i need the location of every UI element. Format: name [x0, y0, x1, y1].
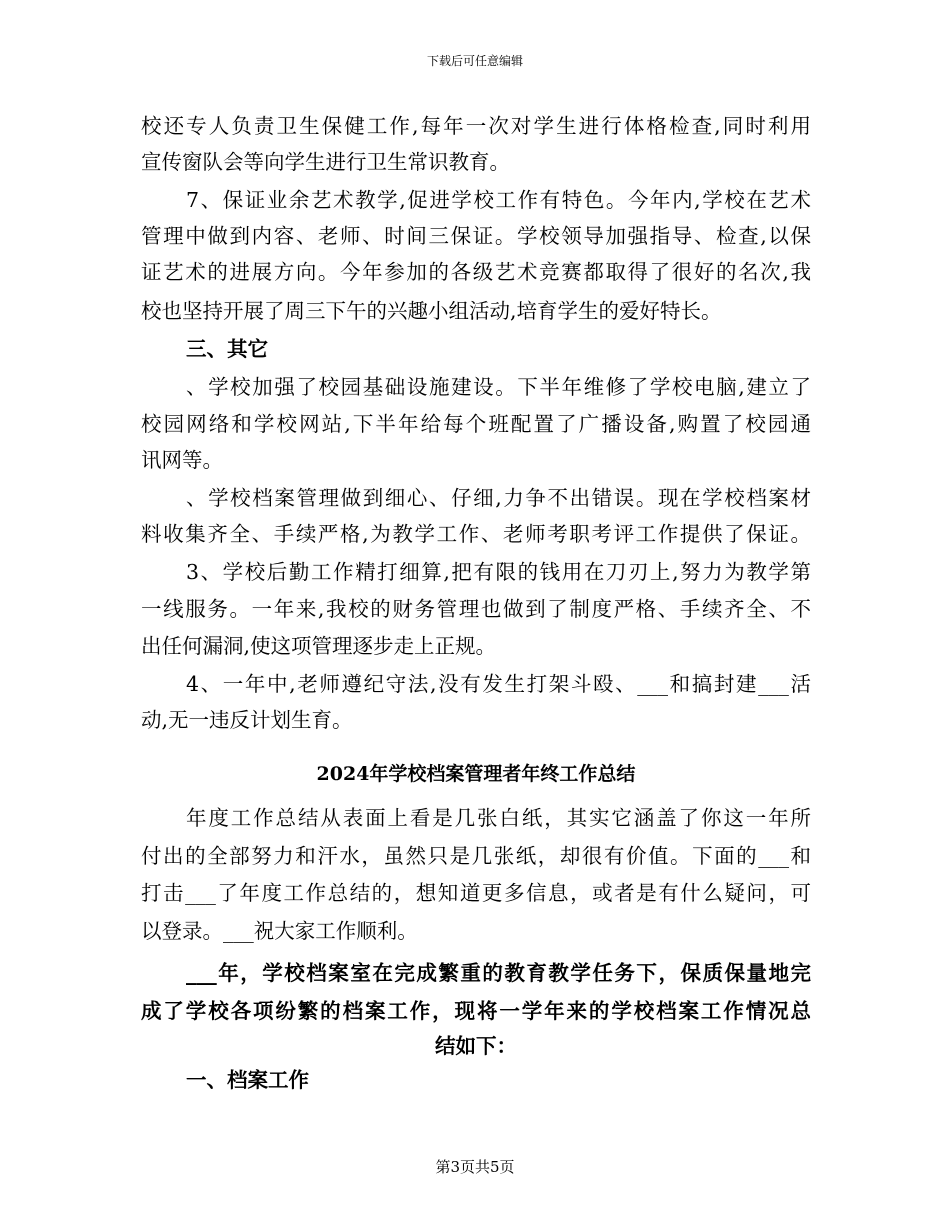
- paragraph-8-line-1: ___年，学校档案室在完成繁重的教育教学任务下，保质保量地完: [186, 961, 811, 985]
- paragraph-3-line-3: 讯网等。: [141, 448, 223, 472]
- page-number: 第3页共5页: [435, 1158, 515, 1176]
- page-header-note: 下载后可任意编辑: [426, 54, 523, 68]
- paragraph-7-line-3: 打击___了年度工作总结的，想知道更多信息，或者是有什么疑问，可: [141, 881, 811, 905]
- paragraph-1-line-1: 校还专人负责卫生保健工作,每年一次对学生进行体格检查,同时利用: [141, 114, 811, 138]
- paragraph-4-line-1: 、学校档案管理做到细心、仔细,力争不出错误。现在学校档案材: [186, 486, 811, 510]
- paragraph-6-line-1: 4、一年中,老师遵纪守法,没有发生打架斗殴、___和搞封建___活: [186, 672, 811, 696]
- paragraph-2-line-3: 证艺术的进展方向。今年参加的各级艺术竞赛都取得了很好的名次,我: [141, 260, 811, 284]
- section-3-heading: 三、其它: [186, 337, 268, 361]
- paragraph-3-line-2: 校园网络和学校网站,下半年给每个班配置了广播设备,购置了校园通: [141, 412, 811, 436]
- paragraph-8-line-2: 成了学校各项纷繁的档案工作，现将一学年来的学校档案工作情况总: [141, 999, 811, 1023]
- paragraph-4-line-2: 料收集齐全、手续严格,为教学工作、老师考职考评工作提供了保证。: [141, 522, 811, 546]
- paragraph-1-line-2: 宣传窗队会等向学生进行卫生常识教育。: [141, 150, 510, 174]
- paragraph-3-line-1: 、学校加强了校园基础设施建设。下半年维修了学校电脑,建立了: [186, 375, 811, 399]
- paragraph-2-line-2: 管理中做到内容、老师、时间三保证。学校领导加强指导、检查,以保: [141, 224, 811, 248]
- paragraph-5-line-3: 出任何漏洞,使这项管理逐步走上正规。: [141, 634, 497, 658]
- paragraph-7-line-1: 年度工作总结从表面上看是几张白纸，其实它涵盖了你这一年所: [186, 806, 811, 830]
- paragraph-7-line-4: 以登录。___祝大家工作顺利。: [141, 919, 418, 943]
- article-title: 2024年学校档案管理者年终工作总结: [316, 763, 636, 785]
- paragraph-2-line-1: 7、保证业余艺术教学,促进学校工作有特色。今年内,学校在艺术: [186, 188, 811, 212]
- paragraph-8-line-3: 结如下：: [435, 1034, 517, 1058]
- paragraph-7-line-2: 付出的全部努力和汗水，虽然只是几张纸，却很有价值。下面的___和: [141, 844, 811, 868]
- section-1-heading: 一、档案工作: [186, 1068, 309, 1092]
- paragraph-2-line-4: 校也坚持开展了周三下午的兴趣小组活动,培育学生的爱好特长。: [141, 299, 722, 323]
- paragraph-5-line-2: 一线服务。一年来,我校的财务管理也做到了制度严格、手续齐全、不: [141, 597, 811, 621]
- paragraph-5-line-1: 3、学校后勤工作精打细算,把有限的钱用在刀刃上,努力为教学第: [186, 560, 811, 584]
- paragraph-6-line-2: 动,无一违反计划生育。: [141, 708, 353, 732]
